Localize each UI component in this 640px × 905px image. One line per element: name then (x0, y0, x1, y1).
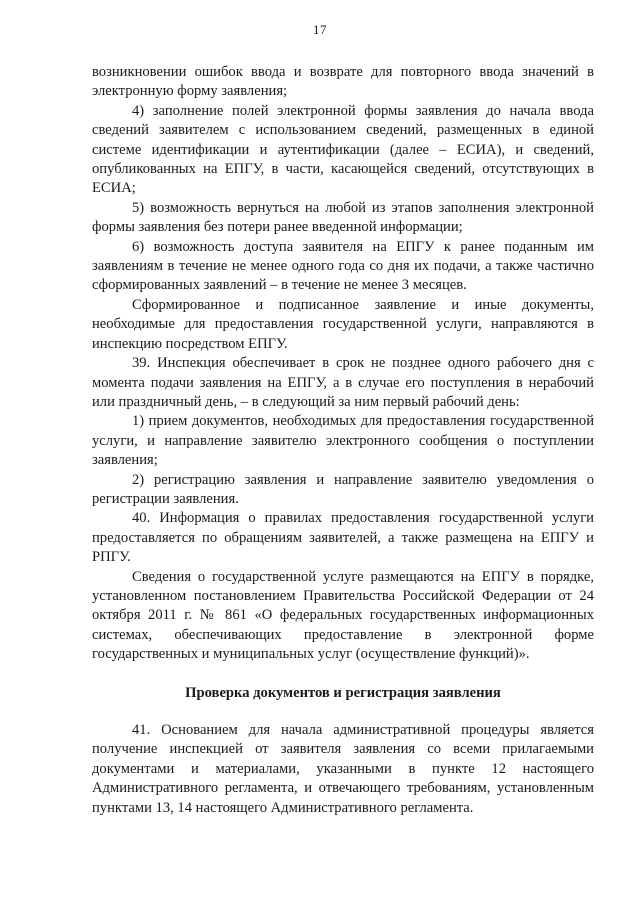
document-body (92, 63, 594, 818)
list-item-6: 6) возможность доступа заявителя на ЕПГУ к ранее поданным им заявлениям в течение не менее одного года со дня их подачи, а также частично сформированных заявлений – в течение не менее 3 месяцев. (92, 238, 594, 294)
section-heading: Проверка документов и регистрация заявления (185, 684, 501, 701)
clause-41: 41. Основанием для начала административной процедуры является получение инспекцией от заявителя заявления со всеми прилагаемыми документами и материалами, указанными в пункте 12 настоящего Административного регламента, и отвечающего требованиям, установленным пунктами 13, 14 настоящего Административного регламента. (92, 722, 594, 816)
clause-40: 40. Информация о правилах предоставления государственной услуги предоставляется по обращениям заявителей, а также размещена на ЕПГУ и РПГУ. (92, 510, 594, 566)
list-item-1: 1) прием документов, необходимых для предоставления государственной услуги, и направление заявителю электронного сообщения о поступлении заявления; (92, 413, 594, 469)
list-item-5: 5) возможность вернуться на любой из этапов заполнения электронной формы заявления без потери ранее введенной информации; (92, 199, 594, 236)
page-number: 17 (313, 22, 327, 37)
paragraph-submission: Сформированное и подписанное заявление и иные документы, необходимые для предоставления государственной услуги, направляются в инспекцию посредством ЕПГУ. (92, 296, 594, 352)
paragraph-service-info: Сведения о государственной услуге размещаются на ЕПГУ в порядке, установленном постановлением Правительства Российской Федерации от 24 октября 2011 г. № 861 «О федеральных государственных информационных системах, обеспечивающих предоставление в электронной форме государственных и муниципальных услуг (осуществление функций)». (92, 568, 594, 663)
paragraph-continuation: возникновении ошибок ввода и возврате для повторного ввода значений в электронную форму заявления; (92, 64, 594, 100)
list-item-2: 2) регистрацию заявления и направление заявителю уведомления о регистрации заявления. (92, 471, 594, 507)
clause-39: 39. Инспекция обеспечивает в срок не позднее одного рабочего дня с момента подачи заявления на ЕПГУ, а в случае его поступления в нерабочий или праздничный день, – в следующий за ним первый рабочий день: (92, 355, 594, 410)
list-item-4: 4) заполнение полей электронной формы заявления до начала ввода сведений заявителем с использованием сведений, размещенных в единой системе идентификации и аутентификации (далее – ЕСИА), и сведений, опубликованных на ЕПГУ, в части, касающейся сведений, отсутствующих в ЕСИА; (92, 102, 594, 197)
